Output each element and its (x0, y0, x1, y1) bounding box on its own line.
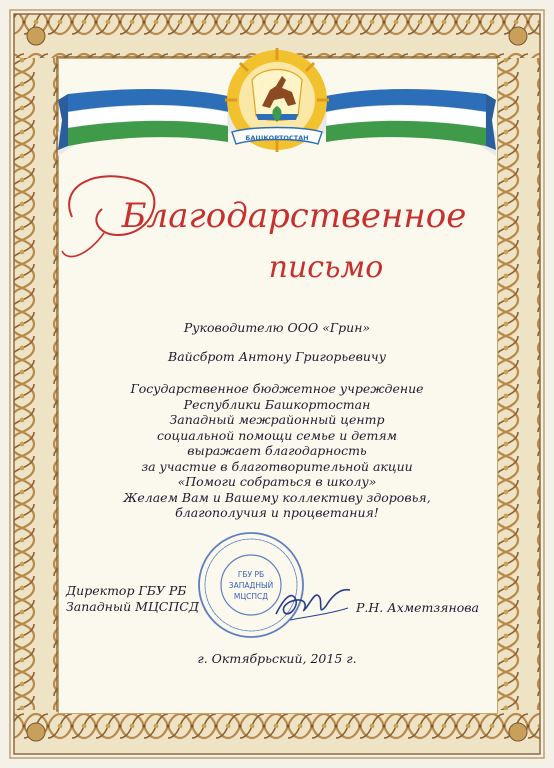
body-line: Государственное бюджетное учреждение (130, 381, 424, 396)
body-line: «Помоги собраться в школу» (177, 474, 377, 489)
body-line: Желаем Вам и Вашему коллективу здоровья, (123, 489, 431, 505)
letter-body (58, 381, 496, 521)
signer-position-line-2: Западный МЦСПСД (66, 599, 199, 614)
signer-name: Р.Н. Ахметзянова (356, 600, 479, 615)
svg-text:БАШКОРТОСТАН: БАШКОРТОСТАН (245, 134, 309, 142)
body-line: социальной помощи семье и детям (156, 427, 398, 443)
recipient-line-2: Вайсброт Антону Григорьевичу (168, 349, 386, 364)
body-line: за участие в благотворительной акции (141, 458, 413, 474)
title-line-1: Благодарственное (121, 196, 467, 236)
body-line: Республики Башкортостан (183, 396, 371, 412)
recipient-line-1: Руководителю ООО «Грин» (183, 320, 371, 335)
signer-position-line-1: Директор ГБУ РБ (66, 583, 187, 598)
handwritten-signature (270, 578, 354, 628)
signer-position (66, 583, 199, 615)
body-line: выражает благодарность (187, 443, 367, 458)
body-line: благополучия и процветания! (175, 505, 379, 520)
svg-text:МЦСПСД: МЦСПСД (233, 592, 269, 601)
place-date: г. Октябрьский, 2015 г. (197, 651, 357, 666)
body-line: Западный межрайонный центр (169, 412, 385, 427)
title-line-2: письмо (268, 250, 384, 285)
svg-text:ЗАПАДНЫЙ: ЗАПАДНЫЙ (228, 581, 274, 590)
republic-emblem (212, 46, 342, 158)
svg-text:ГБУ РБ: ГБУ РБ (237, 570, 265, 579)
document-title (58, 165, 496, 295)
